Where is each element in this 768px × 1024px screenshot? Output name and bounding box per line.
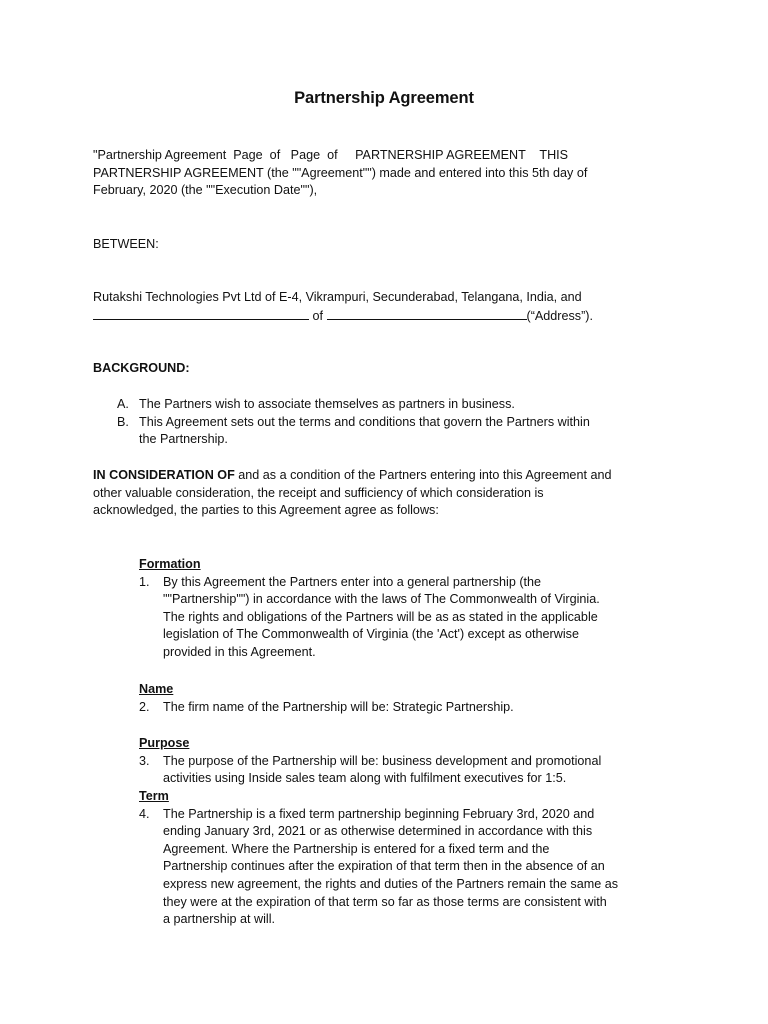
party-line: Rutakshi Technologies Pvt Ltd of E-4, Vikrampuri, Secunderabad, Telangana, India, and	[93, 290, 582, 304]
item-number: 1.	[139, 574, 150, 589]
item-number: 4.	[139, 806, 150, 821]
intro-line: February, 2020 (the ""Execution Date""),	[93, 183, 318, 198]
between-label	[93, 236, 683, 254]
party-address-blank[interactable]	[327, 307, 527, 320]
section-name	[93, 681, 683, 716]
background-item-line: The Partners wish to associate themselves as partners in business.	[139, 397, 515, 411]
background-item	[93, 396, 683, 414]
background-item-line: the Partnership.	[139, 432, 228, 447]
numbered-item	[93, 753, 683, 788]
party-blank-line	[93, 307, 683, 326]
background-item	[93, 414, 683, 449]
intro-line: "Partnership Agreement Page of Page of PARTNERSHIP AGREEMENT THIS	[93, 148, 569, 162]
consideration-line1-rest: and as a condition of the Partners entering into this Agreement and	[234, 468, 612, 482]
consideration-lead: IN CONSIDERATION OF	[93, 468, 235, 482]
section-line: ending January 3rd, 2021 or as otherwise determined in accordance with this	[163, 824, 593, 839]
background-item-line: This Agreement sets out the terms and conditions that govern the Partners within	[139, 414, 590, 429]
consideration-line: acknowledged, the parties to this Agreement agree as follows:	[93, 503, 439, 518]
section-line: The firm name of the Partnership will be: Strategic Partnership.	[163, 699, 514, 714]
party-of-text: of	[312, 308, 324, 323]
party-name-blank[interactable]	[93, 307, 309, 320]
section-line: provided in this Agreement.	[163, 644, 316, 659]
consideration-line: other valuable consideration, the receipt and sufficiency of which consideration is	[93, 485, 544, 500]
section-term	[93, 788, 683, 929]
intro-paragraph	[93, 147, 683, 200]
section-heading: Purpose	[139, 736, 190, 750]
parties-paragraph	[93, 289, 683, 325]
consideration-paragraph	[93, 467, 683, 520]
numbered-item	[93, 806, 683, 929]
section-line: Agreement. Where the Partnership is entered for a fixed term and the	[163, 841, 550, 856]
section-purpose	[93, 735, 683, 788]
between-label-text: BETWEEN:	[93, 237, 159, 251]
section-line: express new agreement, the rights and duties of the Partners remain the same as	[163, 876, 619, 891]
list-marker: B.	[117, 414, 129, 429]
section-line: ""Partnership"") in accordance with the laws of The Commonwealth of Virginia.	[163, 592, 600, 607]
numbered-item	[93, 699, 683, 717]
section-line: a partnership at will.	[163, 912, 275, 927]
section-line: they were at the expiration of that term so far as those terms are consistent with	[163, 894, 607, 909]
intro-line: PARTNERSHIP AGREEMENT (the ""Agreement"") made and entered into this 5th day of	[93, 165, 588, 180]
section-line: activities using Inside sales team along with fulfilment executives for 1:5.	[163, 771, 567, 786]
background-list	[93, 396, 683, 449]
section-heading: Formation	[139, 557, 201, 571]
section-heading: Name	[139, 682, 174, 696]
section-formation	[93, 556, 683, 662]
item-number: 3.	[139, 753, 150, 768]
section-heading: Term	[139, 789, 169, 803]
item-number: 2.	[139, 699, 150, 714]
section-line: legislation of The Commonwealth of Virginia (the 'Act') except as otherwise	[163, 627, 579, 642]
consideration-line	[93, 467, 683, 485]
section-line: The Partnership is a fixed term partnership beginning February 3rd, 2020 and	[163, 806, 595, 821]
party-address-suffix: (“Address”).	[526, 308, 593, 323]
section-line: By this Agreement the Partners enter into a general partnership (the	[163, 574, 542, 589]
background-label	[93, 360, 683, 378]
section-line: The purpose of the Partnership will be: business development and promotional	[163, 753, 602, 768]
background-label-text: BACKGROUND:	[93, 361, 190, 375]
document-title: Partnership Agreement	[294, 89, 474, 107]
section-line: The rights and obligations of the Partners will be as as stated in the applicable	[163, 609, 598, 624]
list-marker: A.	[117, 397, 129, 411]
numbered-item	[93, 574, 683, 662]
section-line: Partnership continues after the expiration of that term then in the absence of an	[163, 859, 605, 874]
